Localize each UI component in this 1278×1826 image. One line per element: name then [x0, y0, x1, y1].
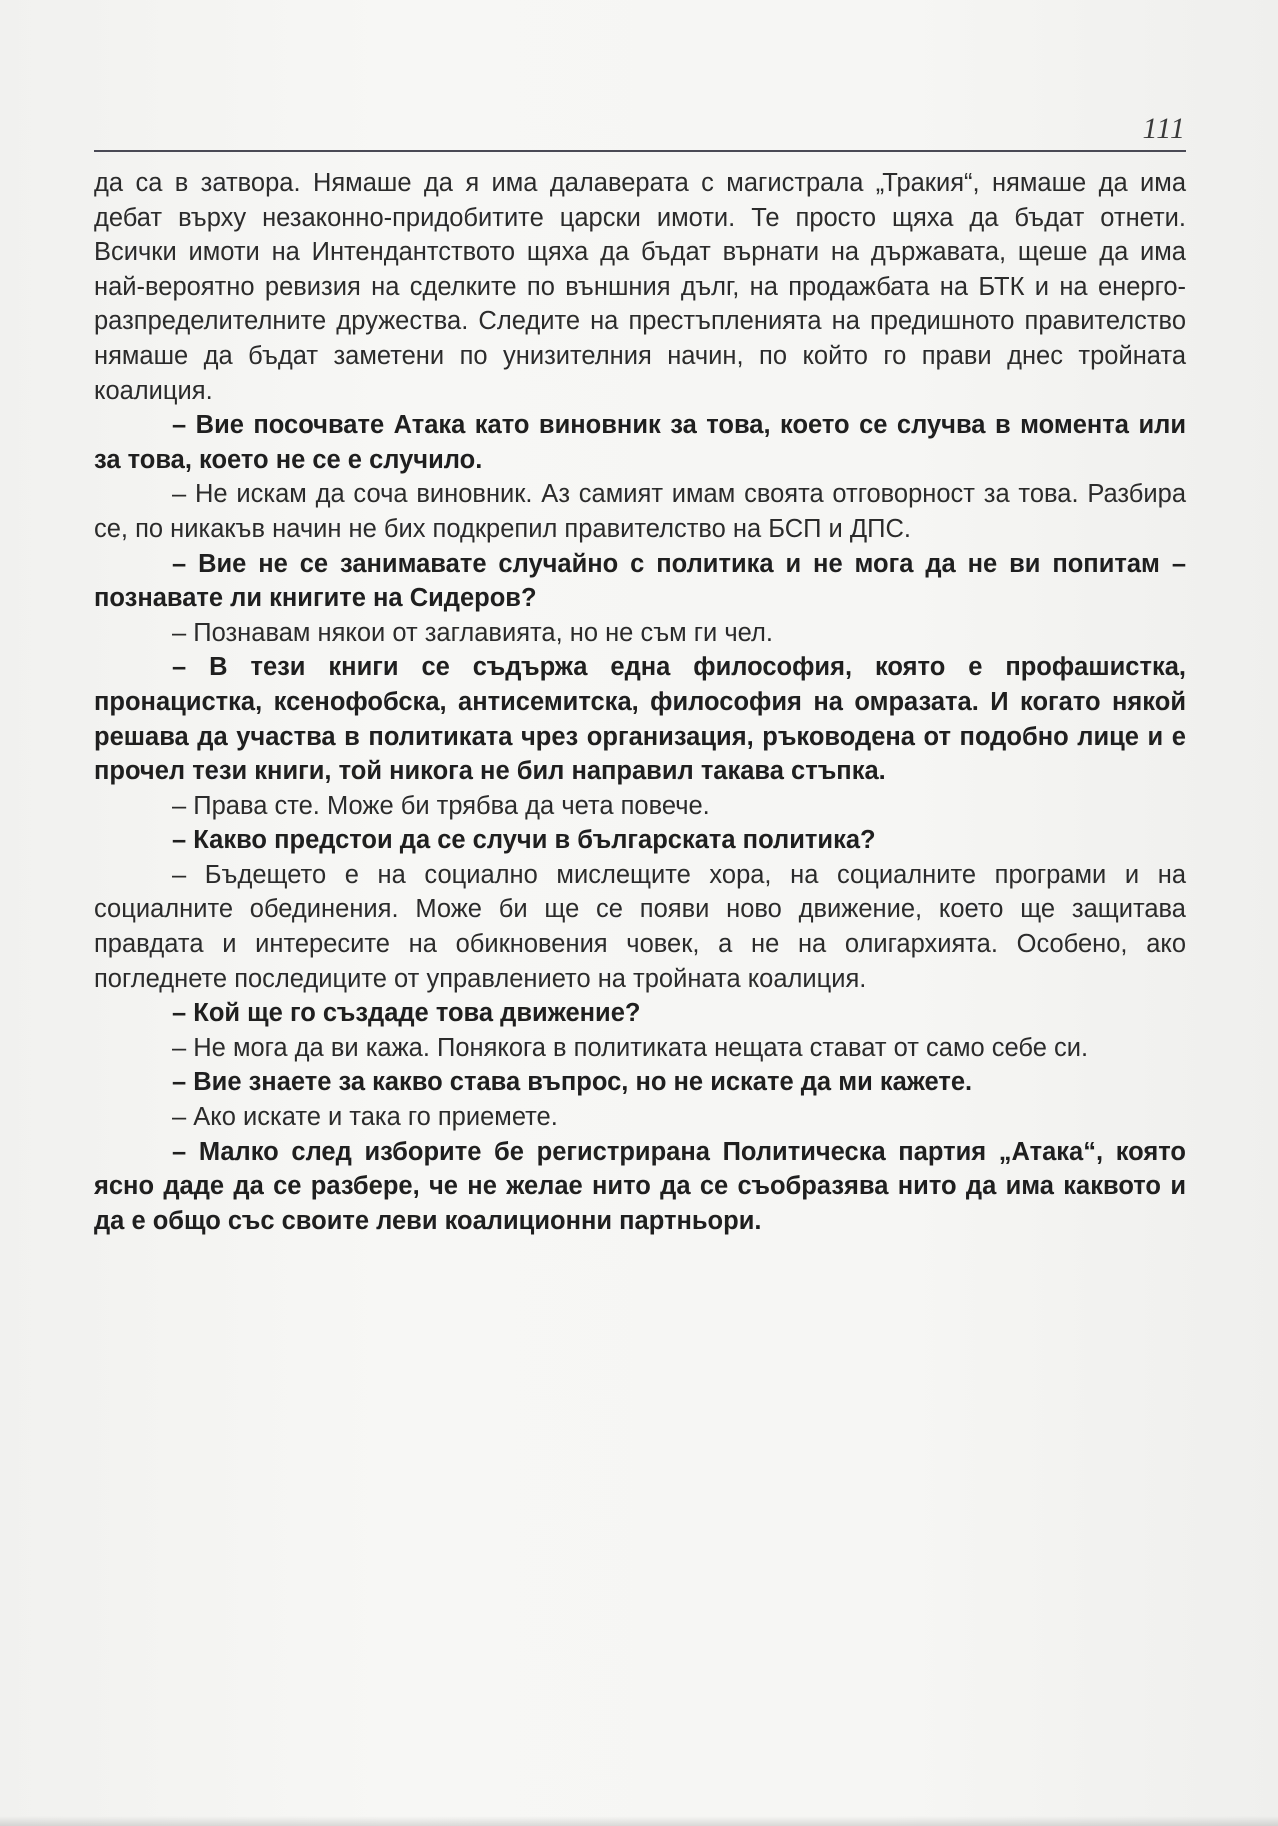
paragraph-answer: – Не мога да ви кажа. Понякога в политиката нещата стават от само себе си.: [172, 1033, 1089, 1062]
paragraph-answer: да са в затвора. Нямаше да я има далаверата с магистрала „Тракия“, нямаше да има дебат върху незаконно-придобитите царски имоти. Те просто щяха да бъдат отнети. Всички имоти на Интендантството щяха да бъдат върнати на държавата, щеше да има най-вероятно ревизия на сделките по външния дълг, на продажбата на БТК и на енерго-разпределителните дружества. Следите на престъпленията на предишното правителство нямаше да бъдат заметени по унизителния начин, по който го прави днес тройната коалиция.: [94, 169, 1186, 405]
paragraph-question: – Какво предстои да се случи в българската политика?: [172, 826, 876, 855]
paragraph-question: – Вие знаете за какво става въпрос, но не искате да ми кажете.: [172, 1068, 973, 1097]
paragraph-answer: – Бъдещето е на социално мислещите хора, на социалните програми и на социалните обединения. Може би ще се появи ново движение, което ще защитава правдата и интересите на обикновения човек, а не на олигархията. Особено, ако погледнете последиците от управлението на тройната коалиция.: [94, 860, 1186, 993]
interview-text: [94, 166, 1186, 1238]
paragraph-question: – В тези книги се съдържа една философия, която е профашистка, пронацистка, ксенофобска, антисемитска, философия на омразата. И когато някой решава да участва в политиката чрез организация, ръководена от подобно лице и е прочел тези книги, той никога не бил направил такава стъпка.: [94, 653, 1186, 786]
paragraph-question: – Вие не се занимавате случайно с политика и не мога да не ви попитам – познавате ли книгите на Сидеров?: [94, 549, 1186, 613]
paragraph-answer: – Ако искате и така го приемете.: [172, 1103, 558, 1132]
page-bottom-edge: [0, 1816, 1278, 1826]
paragraph-answer: – Не искам да соча виновник. Аз самият имам своята отговорност за това. Разбира се, по никакъв начин не бих подкрепил правителство на БСП и ДПС.: [94, 480, 1186, 543]
page-number: 111: [1142, 112, 1186, 145]
header-rule: [94, 150, 1186, 152]
paragraph-answer: – Познавам някои от заглавията, но не съм ги чел.: [172, 618, 773, 647]
paragraph-answer: – Права сте. Може би трябва да чета повече.: [172, 791, 710, 820]
paragraph-question: – Кой ще го създаде това движение?: [172, 999, 641, 1028]
paragraph-question: – Малко след изборите бе регистрирана Политическа партия „Атака“, която ясно даде да се разбере, че не желае нито да се съобразява нито да има каквото и да е общо със своите леви коалиционни партньори.: [94, 1137, 1186, 1235]
paragraph-question: – Вие посочвате Атака като виновник за това, което се случва в момента или за това, което не се е случило.: [94, 411, 1186, 474]
